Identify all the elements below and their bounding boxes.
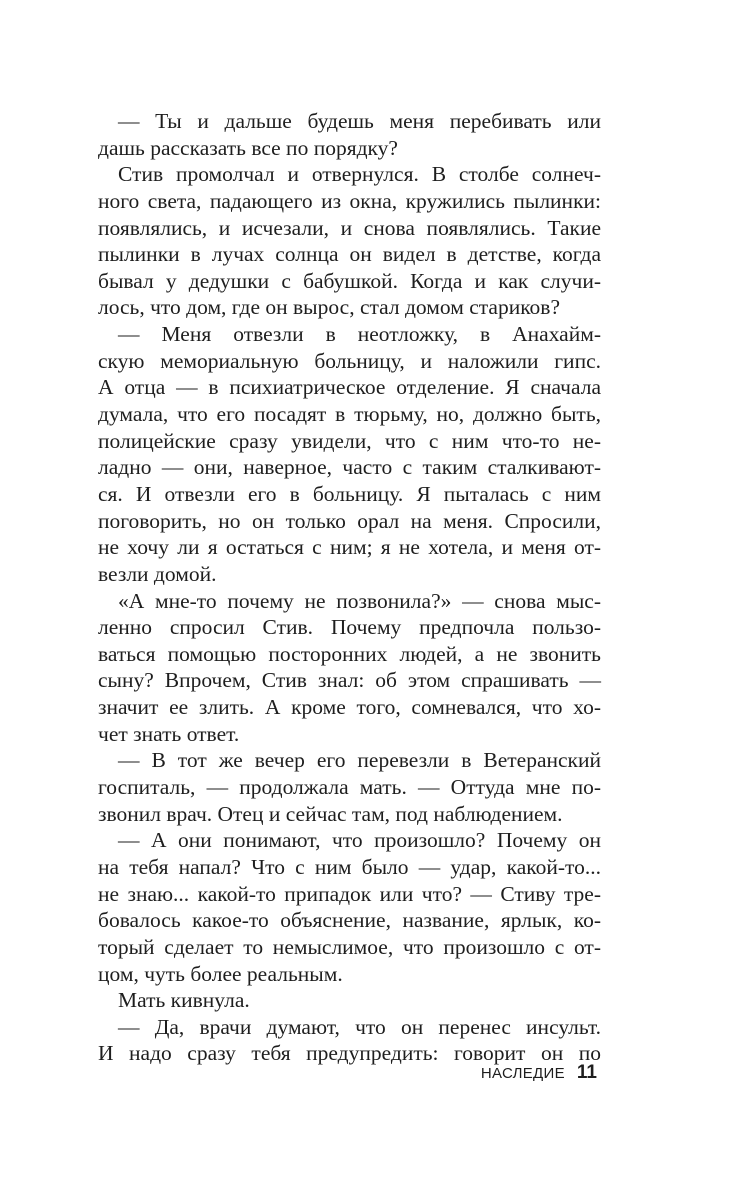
text-line: скую мемориальную больницу, и наложили гипс. <box>98 348 601 373</box>
text-line: ся. И отвезли его в больницу. Я пыталась с ним <box>98 481 601 506</box>
text-line: не знаю... какой-то припадок или что? — Стиву тре- <box>98 881 601 906</box>
text-line: ного света, падающего из окна, кружились пылинки: <box>98 188 601 213</box>
text-line: значит ее злить. А кроме того, сомневался, что хо- <box>98 695 601 720</box>
page-footer <box>481 1062 597 1085</box>
text-line: ленно спросил Стив. Почему предпочла пользо- <box>98 615 601 640</box>
text-line: сыну? Впрочем, Стив знал: об этом спрашивать — <box>98 668 601 693</box>
text-line: ваться помощью посторонних людей, а не звонить <box>98 641 601 666</box>
text-line: госпиталь, — продолжала мать. — Оттуда мне по- <box>98 775 601 800</box>
text-line: торый сделает то немыслимое, что произошло с от- <box>98 934 601 959</box>
text-line: А отца — в психиатрическое отделение. Я сначала <box>98 375 601 400</box>
text-line: поговорить, но он только орал на меня. Спросили, <box>98 508 601 533</box>
text-line: пылинки в лучах солнца он видел в детстве, когда <box>98 242 601 267</box>
page-body-text <box>98 108 601 1067</box>
text-line: — Меня отвезли в неотложку, в Анахайм- <box>118 322 601 347</box>
text-line: полицейские сразу увидели, что с ним что-то не- <box>98 428 601 453</box>
text-line: И надо сразу тебя предупредить: говорит он по <box>98 1041 601 1066</box>
text-line: — Да, врачи думают, что он перенес инсульт. <box>118 1014 601 1039</box>
text-line: Мать кивнула. <box>118 988 250 1013</box>
text-line: не хочу ли я остаться с ним; я не хотела, и меня от- <box>98 535 601 560</box>
page-number: 11 <box>576 1062 597 1083</box>
text-line: думала, что его посадят в тюрьму, но, должно быть, <box>98 402 601 427</box>
text-line: ладно — они, наверное, часто с таким сталкивают- <box>98 455 601 480</box>
text-line: звонил врач. Отец и сейчас там, под наблюдением. <box>98 801 563 826</box>
text-line: чет знать ответ. <box>98 721 240 746</box>
text-line: Стив промолчал и отвернулся. В столбе солнеч- <box>118 162 601 187</box>
text-line: цом, чуть более реальным. <box>98 961 343 986</box>
text-line: «А мне-то почему не позвонила?» — снова мыс- <box>118 588 601 613</box>
text-line: — Ты и дальше будешь меня перебивать или <box>118 109 601 133</box>
text-line: бовалось какое-то объяснение, название, ярлык, ко- <box>98 908 601 933</box>
text-line: дашь рассказать все по порядку? <box>98 135 398 160</box>
text-line: бывал у дедушки с бабушкой. Когда и как случи- <box>98 268 601 293</box>
text-line: появлялись, и исчезали, и снова появлялись. Такие <box>98 215 601 240</box>
text-line: — В тот же вечер его перевезли в Ветеранский <box>118 748 601 773</box>
text-line: лось, что дом, где он вырос, стал домом стариков? <box>98 295 560 320</box>
text-line: — А они понимают, что произошло? Почему он <box>118 828 601 853</box>
text-line: на тебя напал? Что с ним было — удар, какой-то... <box>98 854 601 879</box>
text-line: везли домой. <box>98 561 217 586</box>
running-title: НАСЛЕДИЕ <box>480 1065 565 1082</box>
